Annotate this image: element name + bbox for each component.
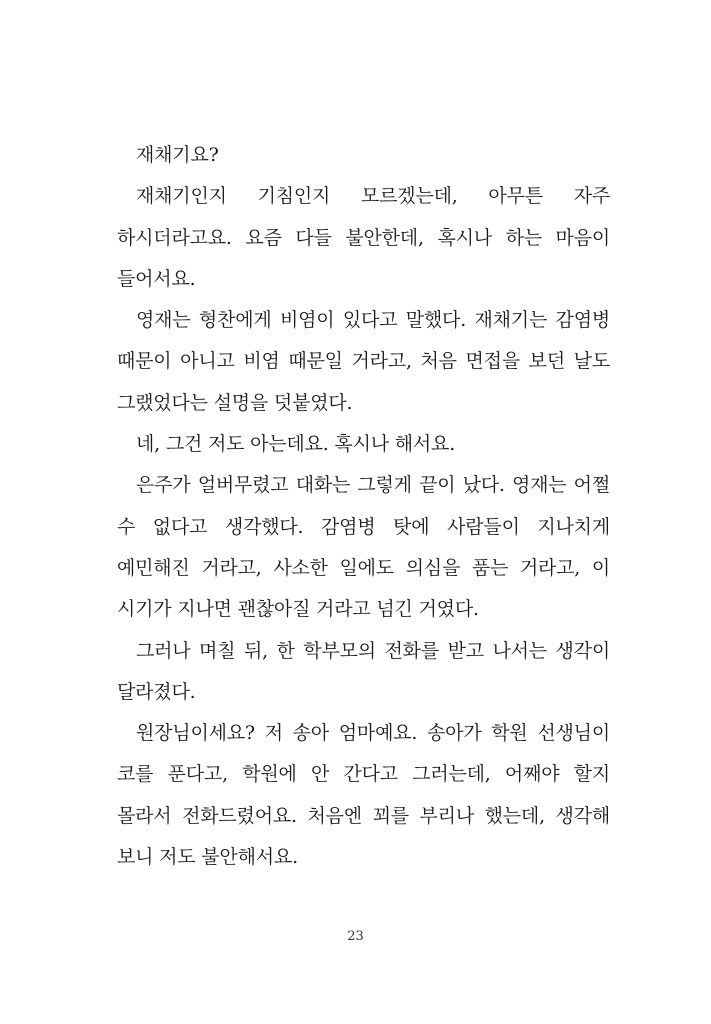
paragraph: 그러나 며칠 뒤, 한 학부모의 전화를 받고 나서는 생각이 달라졌다. [117,639,610,703]
paragraph: 원장님이세요? 저 송아 엄마예요. 송아가 학원 선생님이 코를 푼다고, 학원에 안 간다고 그러는데, 어째야 할지 몰라서 전화드렸어요. 처음엔 꾀를 부리나 했는데, 생각해 보니 저도 불안해서요. [117,722,610,869]
page-body [117,135,610,878]
paragraph: 은주가 얼버무렸고 대화는 그렇게 끝이 났다. 영재는 어쩔 수 없다고 생각했다. 감염병 탓에 사람들이 지나치게 예민해진 거라고, 사소한 일에도 의심을 품는 거라고, 이 시기가 지나면 괜찮아질 거라고 넘긴 거였다. [117,474,610,621]
paragraph: 재채기인지 기침인지 모르겠는데, 아무튼 자주 하시더라고요. 요즘 다들 불안한데, 혹시나 하는 마음이 들어서요. [117,185,610,290]
paragraph: 재채기요? [136,144,219,166]
paragraph: 네, 그건 저도 아는데요. 혹시나 해서요. [136,433,456,456]
paragraph: 영재는 형찬에게 비염이 있다고 말했다. 재채기는 감염병 때문이 아니고 비염 때문일 거라고, 처음 면접을 보던 날도 그랬었다는 설명을 덧붙였다. [117,309,610,414]
page-number: 23 [347,929,364,944]
